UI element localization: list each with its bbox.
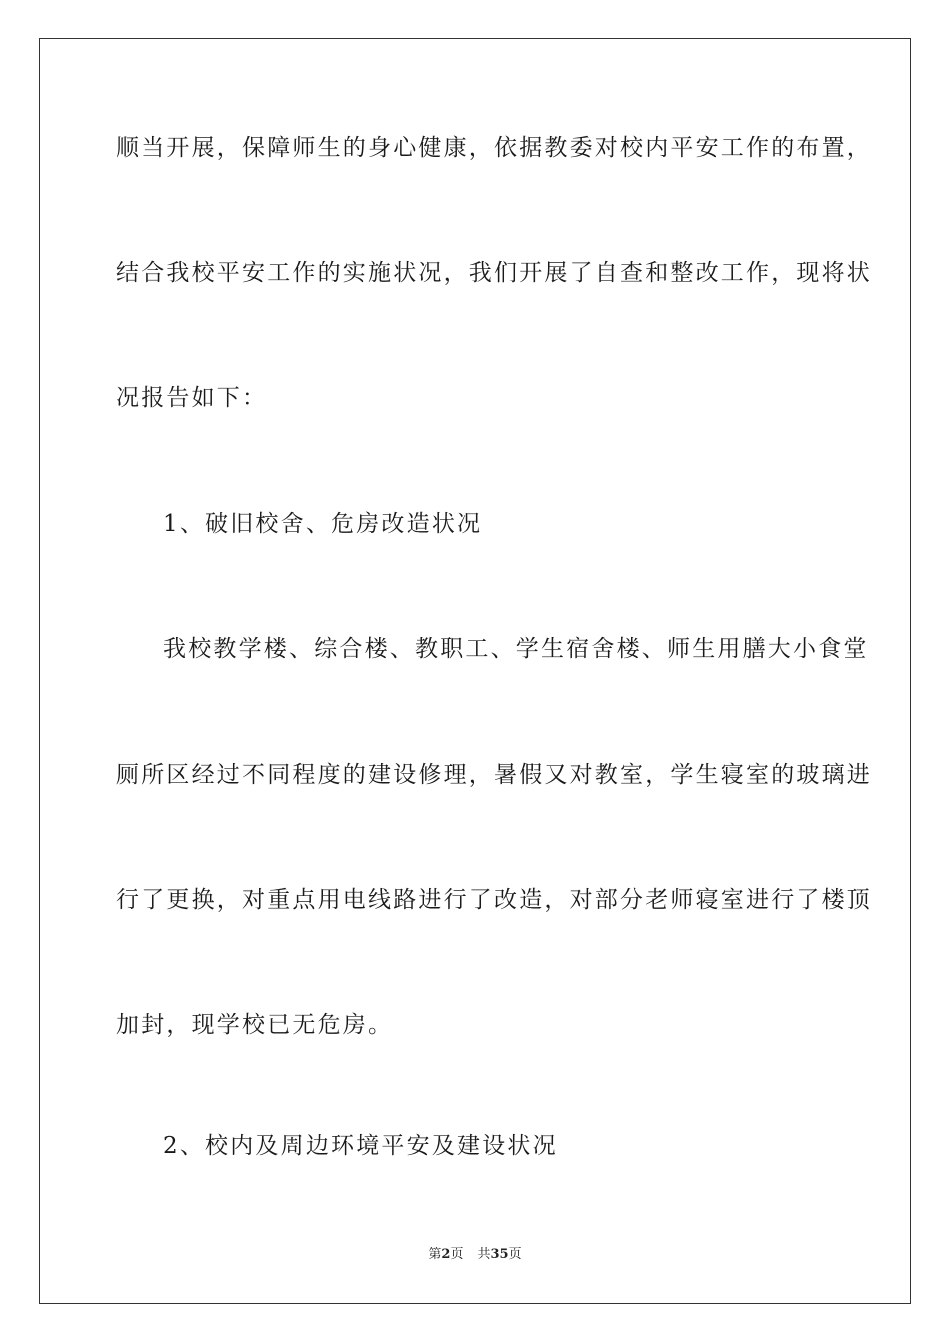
paragraph-line: 我校教学楼、综合楼、教职工、学生宿舍楼、师生用膳大小食堂 — [163, 636, 869, 662]
section-heading: 1、破旧校舍、危房改造状况 — [163, 511, 483, 537]
page-prefix: 第 — [428, 1247, 442, 1262]
paragraph-line: 加封，现学校已无危房。 — [116, 1012, 394, 1038]
paragraph-line: 厕所区经过不同程度的建设修理，暑假又对教室，学生寝室的玻璃进 — [116, 762, 872, 788]
page-number: 2 — [441, 1247, 451, 1262]
paragraph-line: 结合我校平安工作的实施状况，我们开展了自查和整改工作，现将状 — [116, 260, 872, 286]
paragraph-line: 顺当开展，保障师生的身心健康，依据教委对校内平安工作的布置， — [116, 135, 872, 161]
page-suffix: 页 — [450, 1247, 464, 1262]
paragraph-line: 行了更换，对重点用电线路进行了改造，对部分老师寝室进行了楼顶 — [116, 887, 872, 913]
section-heading: 2、校内及周边环境平安及建设状况 — [163, 1133, 558, 1159]
total-suffix: 页 — [508, 1247, 522, 1262]
page-frame — [39, 38, 911, 1304]
total-prefix: 共 — [477, 1247, 491, 1262]
page-footer — [0, 1246, 950, 1264]
paragraph-line: 况报告如下： — [116, 385, 268, 411]
total-pages: 35 — [490, 1247, 509, 1262]
